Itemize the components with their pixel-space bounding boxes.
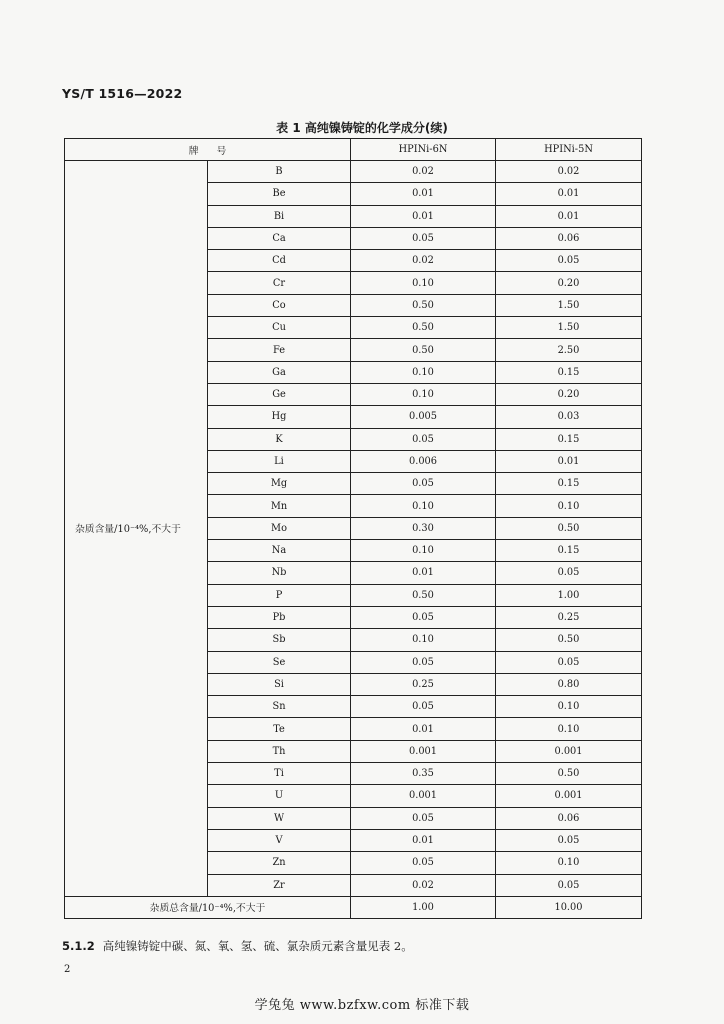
value-6n-cell: 0.10 [351, 272, 496, 294]
value-6n-cell: 0.30 [351, 517, 496, 539]
element-cell: Mg [208, 473, 351, 495]
value-6n-cell: 0.10 [351, 495, 496, 517]
value-5n-cell: 0.15 [496, 361, 642, 383]
value-5n-cell: 0.06 [496, 807, 642, 829]
value-5n-cell: 0.05 [496, 250, 642, 272]
value-5n-cell: 0.15 [496, 473, 642, 495]
element-cell: K [208, 428, 351, 450]
value-6n-cell: 0.006 [351, 450, 496, 472]
value-5n-cell: 0.05 [496, 874, 642, 896]
value-5n-cell: 0.10 [496, 696, 642, 718]
value-6n-cell: 0.001 [351, 785, 496, 807]
element-cell: Zn [208, 852, 351, 874]
value-6n-cell: 0.10 [351, 383, 496, 405]
element-cell: W [208, 807, 351, 829]
value-6n-cell: 0.35 [351, 763, 496, 785]
value-6n-cell: 0.01 [351, 205, 496, 227]
element-cell: Ge [208, 383, 351, 405]
element-cell: P [208, 584, 351, 606]
total-5n-cell: 10.00 [496, 896, 642, 918]
element-cell: Cd [208, 250, 351, 272]
value-6n-cell: 0.25 [351, 673, 496, 695]
value-5n-cell: 0.15 [496, 540, 642, 562]
header-brand: 牌号 [65, 139, 351, 161]
element-cell: Cu [208, 317, 351, 339]
value-6n-cell: 0.01 [351, 183, 496, 205]
header-hpini-5n: HPINi-5N [496, 139, 642, 161]
value-6n-cell: 0.50 [351, 584, 496, 606]
value-6n-cell: 0.01 [351, 829, 496, 851]
standard-code: YS/T 1516—2022 [62, 86, 183, 101]
element-cell: Bi [208, 205, 351, 227]
value-5n-cell: 0.10 [496, 718, 642, 740]
value-6n-cell: 0.05 [351, 852, 496, 874]
section-5-1-2 [62, 938, 413, 954]
value-5n-cell: 1.50 [496, 317, 642, 339]
value-6n-cell: 0.01 [351, 718, 496, 740]
table-row [65, 161, 642, 183]
element-cell: Te [208, 718, 351, 740]
section-number: 5.1.2 [62, 939, 95, 953]
value-6n-cell: 0.01 [351, 562, 496, 584]
value-6n-cell: 0.02 [351, 250, 496, 272]
element-cell: Mo [208, 517, 351, 539]
element-cell: Zr [208, 874, 351, 896]
element-cell: Hg [208, 406, 351, 428]
total-label: 杂质总含量/10⁻⁴%,不大于 [65, 896, 351, 918]
impurity-group-label: 杂质含量/10⁻⁴%,不大于 [65, 161, 208, 897]
value-6n-cell: 0.05 [351, 473, 496, 495]
element-cell: Pb [208, 606, 351, 628]
value-6n-cell: 0.10 [351, 361, 496, 383]
value-6n-cell: 0.05 [351, 606, 496, 628]
element-cell: Si [208, 673, 351, 695]
element-cell: Fe [208, 339, 351, 361]
element-cell: Co [208, 294, 351, 316]
value-5n-cell: 0.05 [496, 651, 642, 673]
value-5n-cell: 0.50 [496, 763, 642, 785]
element-cell: Na [208, 540, 351, 562]
value-5n-cell: 0.20 [496, 272, 642, 294]
value-5n-cell: 0.001 [496, 740, 642, 762]
value-5n-cell: 0.001 [496, 785, 642, 807]
value-5n-cell: 0.01 [496, 183, 642, 205]
value-5n-cell: 0.10 [496, 852, 642, 874]
element-cell: Th [208, 740, 351, 762]
element-cell: Li [208, 450, 351, 472]
value-6n-cell: 0.02 [351, 874, 496, 896]
value-6n-cell: 0.001 [351, 740, 496, 762]
value-6n-cell: 0.05 [351, 696, 496, 718]
element-cell: B [208, 161, 351, 183]
value-6n-cell: 0.10 [351, 540, 496, 562]
total-row [65, 896, 642, 918]
element-cell: Cr [208, 272, 351, 294]
element-cell: Ca [208, 227, 351, 249]
value-5n-cell: 0.06 [496, 227, 642, 249]
value-5n-cell: 0.10 [496, 495, 642, 517]
element-cell: Ti [208, 763, 351, 785]
value-6n-cell: 0.10 [351, 629, 496, 651]
element-cell: Se [208, 651, 351, 673]
value-6n-cell: 0.05 [351, 651, 496, 673]
element-cell: Be [208, 183, 351, 205]
value-5n-cell: 0.01 [496, 450, 642, 472]
value-5n-cell: 0.50 [496, 629, 642, 651]
value-6n-cell: 0.50 [351, 317, 496, 339]
element-cell: U [208, 785, 351, 807]
table-header-row [65, 139, 642, 161]
section-text: 高纯镍铸锭中碳、氮、氧、氢、硫、氯杂质元素含量见表 2。 [102, 939, 413, 953]
element-cell: Sn [208, 696, 351, 718]
value-5n-cell: 0.80 [496, 673, 642, 695]
value-6n-cell: 0.005 [351, 406, 496, 428]
value-5n-cell: 0.02 [496, 161, 642, 183]
value-6n-cell: 0.50 [351, 339, 496, 361]
table-title: 表 1 高纯镍铸锭的化学成分(续) [276, 121, 448, 135]
value-6n-cell: 0.50 [351, 294, 496, 316]
element-cell: Mn [208, 495, 351, 517]
value-6n-cell: 0.02 [351, 161, 496, 183]
composition-table [64, 138, 642, 919]
element-cell: Nb [208, 562, 351, 584]
element-cell: V [208, 829, 351, 851]
element-cell: Sb [208, 629, 351, 651]
value-5n-cell: 0.05 [496, 562, 642, 584]
value-6n-cell: 0.05 [351, 227, 496, 249]
value-5n-cell: 0.05 [496, 829, 642, 851]
value-5n-cell: 0.01 [496, 205, 642, 227]
total-6n-cell: 1.00 [351, 896, 496, 918]
value-5n-cell: 0.15 [496, 428, 642, 450]
value-5n-cell: 0.50 [496, 517, 642, 539]
footer-watermark: 学兔兔 www.bzfxw.com 标准下载 [254, 998, 470, 1013]
value-5n-cell: 1.50 [496, 294, 642, 316]
table-body [65, 161, 642, 919]
value-5n-cell: 0.25 [496, 606, 642, 628]
value-6n-cell: 0.05 [351, 428, 496, 450]
value-6n-cell: 0.05 [351, 807, 496, 829]
element-cell: Ga [208, 361, 351, 383]
value-5n-cell: 0.03 [496, 406, 642, 428]
value-5n-cell: 2.50 [496, 339, 642, 361]
header-hpini-6n: HPINi-6N [351, 139, 496, 161]
page-number: 2 [64, 964, 71, 975]
value-5n-cell: 0.20 [496, 383, 642, 405]
value-5n-cell: 1.00 [496, 584, 642, 606]
